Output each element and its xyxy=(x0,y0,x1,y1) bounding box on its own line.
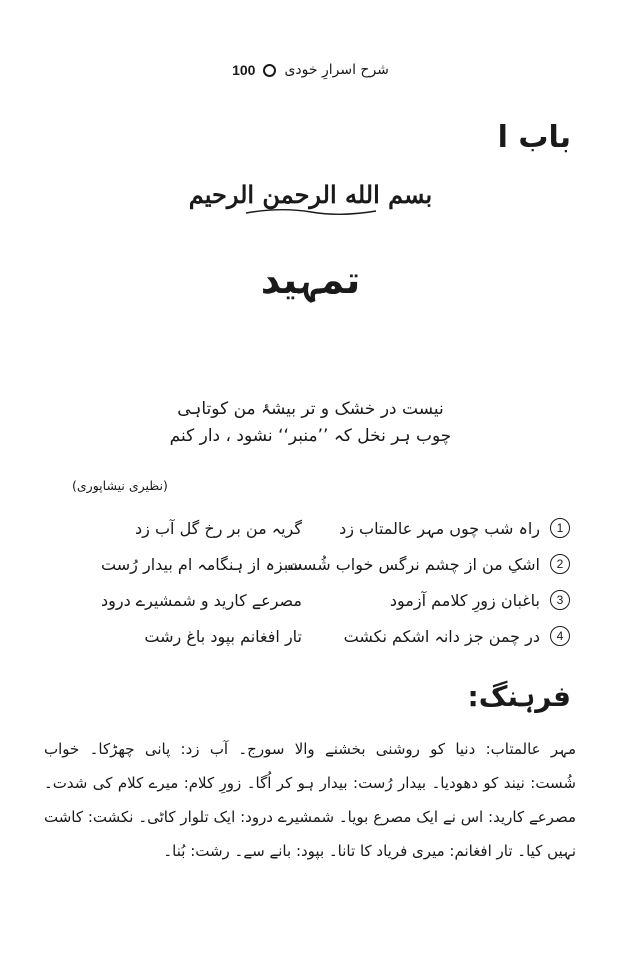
circle-separator-icon xyxy=(263,64,276,77)
glossary-line: مصرعے کارید: اس نے ایک مصرع بویا۔ شمشیرے درود: ایک تلوار کاٹی۔ نکشت: کاشت xyxy=(44,808,576,826)
verse-number: 2 xyxy=(550,554,570,574)
opening-couplet xyxy=(0,396,621,450)
verse-number: 3 xyxy=(550,590,570,610)
book-title: شرح اسرارِ خودی xyxy=(284,62,389,78)
verse-misra-1: باغبان زورِ کلامم آزمود xyxy=(389,590,540,610)
glossary-body xyxy=(44,732,576,868)
couplet-line-1: نیست در خشک و تر بیشۂ من کوتاہی xyxy=(177,399,444,419)
verse-misra-2: مصرعے کارید و شمشیرے درود xyxy=(101,590,302,610)
glossary-line: مہر عالمتاب: دنیا کو روشنی بخشنے والا سورج۔ آب زد: پانی چھڑکا۔ خواب xyxy=(44,740,576,758)
verse-row xyxy=(50,546,570,582)
verse-misra-2: تار افغانم بپود باغ رشت xyxy=(144,626,302,646)
verse-misra-1: راہ شب چوں مہر عالمتاب زد xyxy=(339,518,540,538)
bismillah-text: بسم الله الرحمن الرحيم xyxy=(188,180,433,209)
page-number: 100 xyxy=(232,62,256,78)
glossary-title: فرہنگ: xyxy=(467,680,571,713)
bismillah-calligraphy xyxy=(0,180,621,217)
verse-row xyxy=(50,618,570,654)
verse-misra-1: در چمن جز دانہ اشکم نکشت xyxy=(343,626,540,646)
poet-attribution: (نظیری نیشاپوری) xyxy=(72,478,168,493)
verse-row xyxy=(50,510,570,546)
section-heading: تمہید xyxy=(260,258,361,302)
chapter-label: باب ا xyxy=(497,120,571,155)
verse-number: 1 xyxy=(550,518,570,538)
verse-number: 4 xyxy=(550,626,570,646)
couplet-line-2: چوب ہر نخل کہ ’’منبر‘‘ نشود ، دار کنم xyxy=(169,426,452,446)
verse-misra-2: سبزہ از ہنگامہ ام بیدار رُست xyxy=(101,554,302,574)
glossary-line: نہیں کیا۔ تار افغانم: میری فریاد کا تانا۔ بپود: بانے سے۔ رشت: بُنا۔ xyxy=(163,842,576,860)
verse-row xyxy=(50,582,570,618)
glossary-line: شُست: نیند کو دھودیا۔ بیدار رُست: بیدار ہو کر اُگا۔ زورِ کلام: میرے کلام کی شدت۔ xyxy=(44,774,576,792)
verse-list xyxy=(50,510,570,654)
running-header xyxy=(0,62,621,78)
verse-misra-2: گریہ من بر رخ گل آب زد xyxy=(135,518,302,538)
verse-misra-1: اشکِ من از چشم نرگس خواب شُست xyxy=(287,554,540,574)
